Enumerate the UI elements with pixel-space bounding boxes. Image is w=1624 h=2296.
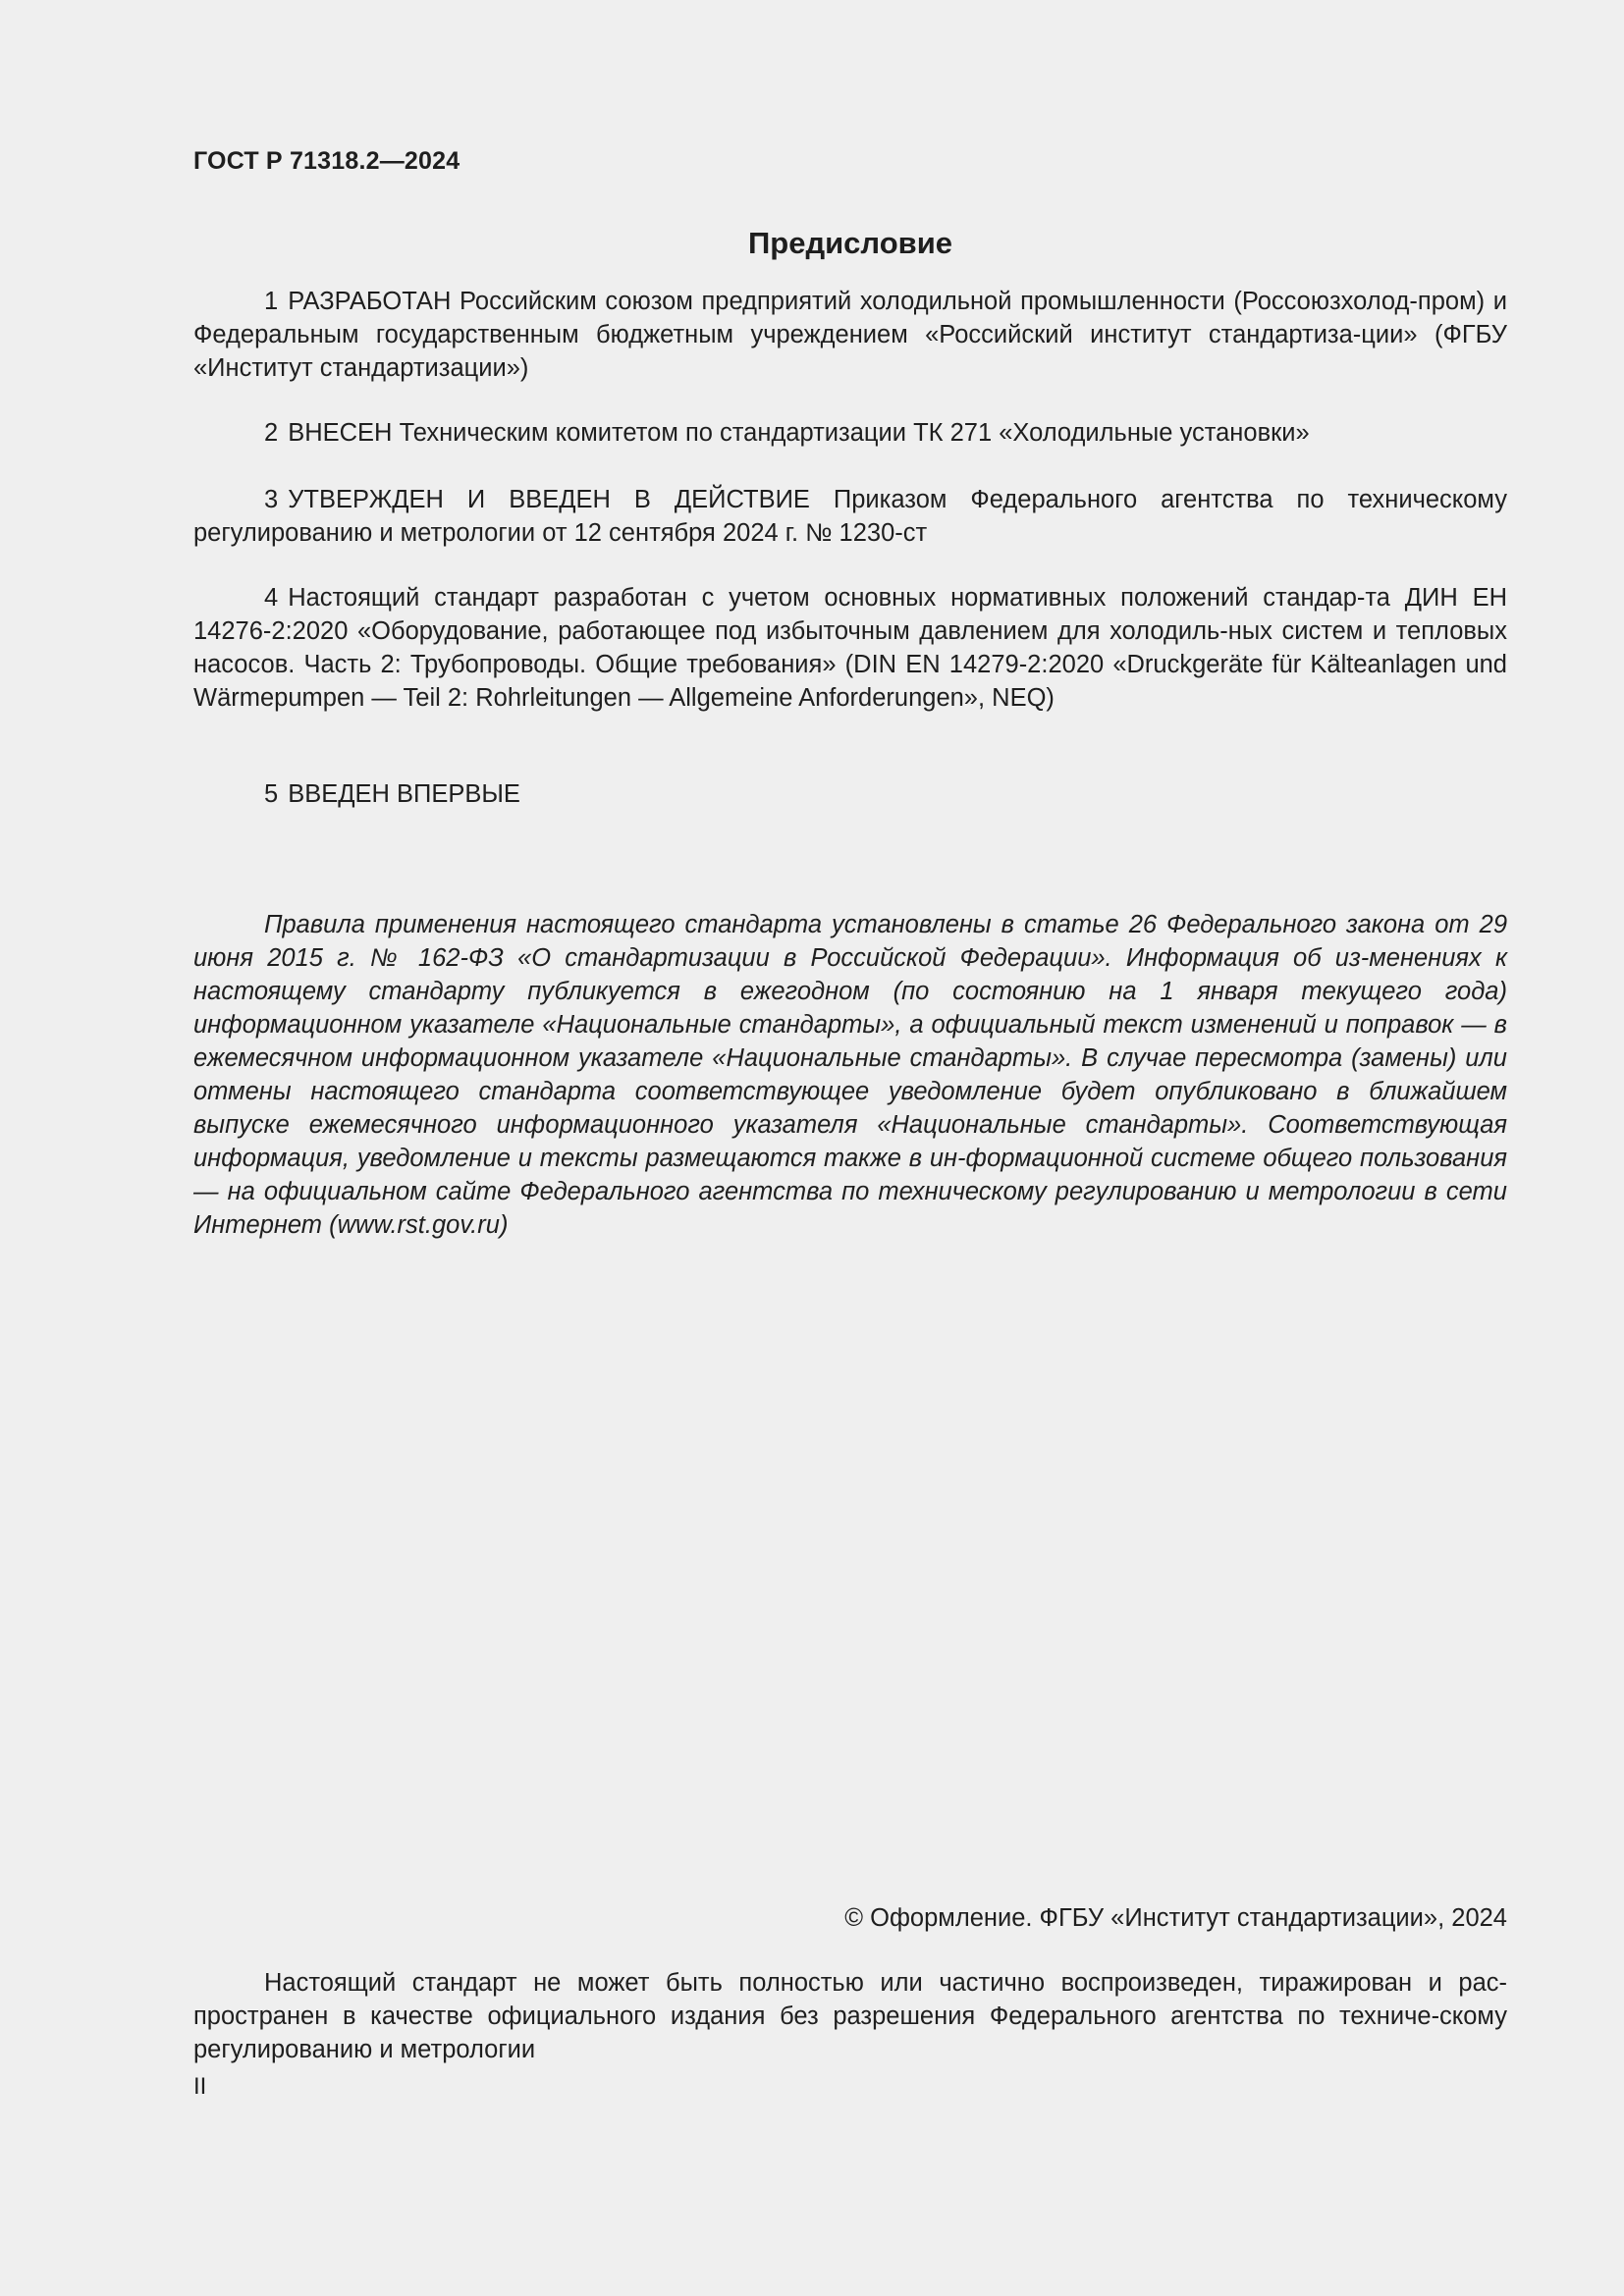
foreword-item-5 bbox=[193, 777, 1507, 811]
item-lead: ВВЕДЕН ВПЕРВЫЕ bbox=[288, 780, 520, 808]
item-number: 2 bbox=[264, 419, 279, 447]
item-number: 5 bbox=[264, 780, 279, 808]
foreword-item-1 bbox=[193, 285, 1507, 385]
rules-notice: Правила применения настоящего стандарта установлены в статье 26 Федерального закона от 29 июня 2015 г. № 162-ФЗ «О стандартизации в Российской Федерации». Информация об из-менениях к настоящему стандарту публикуется в ежегодном (по состоянию на 1 января текущего года) информационном указателе «Национальные стандарты», а официальный текст изменений и поправок — в ежемесячном информационном указателе «Национальные стандарты». В случае пересмотра (замены) или отмены настоящего стандарта соответствующее уведомление будет опубликовано в ближайшем выпуске ежемесячного информационного указателя «Национальные стандарты». Соответствующая информация, уведомление и тексты размещаются также в ин-формационной системе общего пользования — на официальном сайте Федерального агентства по техническому регулированию и метрологии в сети Интернет (www.rst.gov.ru) bbox=[193, 911, 1507, 1239]
item-lead: РАЗРАБОТАН bbox=[288, 288, 452, 315]
document-code: ГОСТ Р 71318.2—2024 bbox=[193, 147, 460, 175]
item-number: 4 bbox=[264, 584, 279, 612]
page-title: Предисловие bbox=[747, 226, 952, 260]
item-number: 1 bbox=[264, 288, 279, 315]
foreword-item-3 bbox=[193, 483, 1507, 550]
item-number: 3 bbox=[264, 486, 279, 513]
item-text: Техническим комитетом по стандартизации ТК 271 «Холодильные установки» bbox=[399, 419, 1310, 447]
reproduction-notice: Настоящий стандарт не может быть полностью или частично воспроизведен, тиражирован и рас-пространен в качестве официального издания без разрешения Федерального агентства по техниче-скому регулированию и метрологии bbox=[193, 1969, 1507, 2063]
page-number: II bbox=[193, 2073, 207, 2100]
copyright-notice: © Оформление. ФГБУ «Институт стандартизации», 2024 bbox=[844, 1904, 1507, 1932]
item-lead: УТВЕРЖДЕН И ВВЕДЕН В ДЕЙСТВИЕ bbox=[288, 486, 810, 513]
item-text: Настоящий стандарт разработан с учетом основных нормативных положений стандар-та ДИН ЕН 14276-2:2020 «Оборудование, работающее под избыточным давлением для холодиль-ных систем и тепловых насосов. Часть 2: Трубопроводы. Общие требования» (DIN EN 14279-2:2020 «Druckgeräte für Kälteanlagen und Wärmepumpen — Teil 2: Rohrleitungen — Allgemeine Anforderungen», NEQ) bbox=[193, 584, 1507, 712]
item-text: Приказом Федерального агентства по техническому регулированию и метрологии от 12 сентября 2024 г. № 1230-ст bbox=[193, 486, 1507, 547]
foreword-item-4 bbox=[193, 581, 1507, 715]
item-lead: ВНЕСЕН bbox=[288, 419, 393, 447]
document-page bbox=[193, 0, 1507, 2296]
foreword-item-2 bbox=[193, 416, 1507, 450]
item-text: Российским союзом предприятий холодильной промышленности (Россоюзхолод-пром) и Федеральным государственным бюджетным учреждением «Российский институт стандартиза-ции» (ФГБУ «Институт стандартизации») bbox=[193, 288, 1507, 382]
